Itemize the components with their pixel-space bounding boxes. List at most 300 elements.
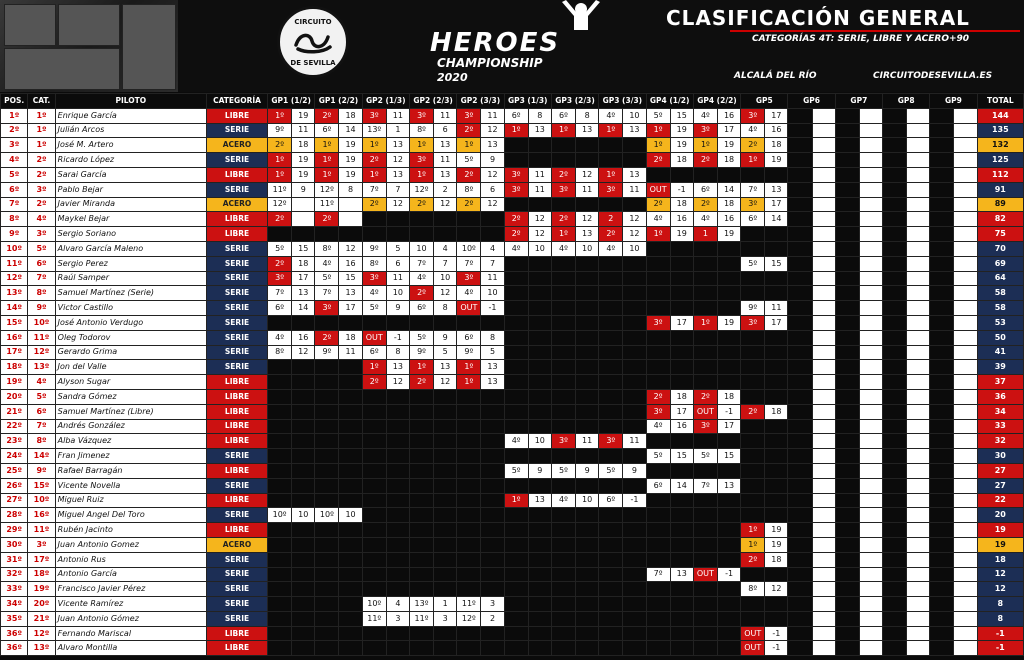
- empty-result-cell: [835, 478, 859, 493]
- race-position-cell: 2: [599, 212, 623, 227]
- empty-result-cell: [576, 611, 599, 626]
- empty-result-cell: [954, 493, 977, 508]
- empty-result-cell: [292, 582, 315, 597]
- table-row: [1, 493, 1024, 508]
- total-points-cell: 50: [977, 330, 1023, 345]
- race-position-cell: 10º: [362, 597, 386, 612]
- pilot-name-cell: Ricardo López: [55, 153, 206, 168]
- race-position-cell: 7º: [646, 567, 670, 582]
- category-badge: SERIE: [207, 478, 268, 493]
- empty-result-cell: [670, 256, 693, 271]
- race-points-cell: 16: [292, 330, 315, 345]
- empty-result-cell: [859, 419, 882, 434]
- empty-result-cell: [339, 360, 362, 375]
- category-position-cell: 6º: [28, 404, 55, 419]
- race-position-cell: 3º: [551, 434, 575, 449]
- empty-result-cell: [954, 153, 977, 168]
- empty-result-cell: [409, 463, 433, 478]
- race-points-cell: 15: [717, 449, 740, 464]
- empty-result-cell: [883, 345, 907, 360]
- race-position-cell: 1º: [409, 167, 433, 182]
- empty-result-cell: [599, 567, 623, 582]
- race-points-cell: 13: [717, 478, 740, 493]
- race-position-cell: 2º: [693, 197, 717, 212]
- empty-result-cell: [765, 567, 788, 582]
- race-points-cell: 14: [717, 182, 740, 197]
- empty-result-cell: [551, 375, 575, 390]
- race-points-cell: 6: [386, 256, 409, 271]
- empty-result-cell: [599, 582, 623, 597]
- empty-result-cell: [528, 345, 551, 360]
- empty-result-cell: [386, 493, 409, 508]
- race-position-cell: 3º: [693, 123, 717, 138]
- race-points-cell: 8: [386, 345, 409, 360]
- category-badge: ACERO: [207, 537, 268, 552]
- empty-result-cell: [646, 537, 670, 552]
- empty-result-cell: [670, 375, 693, 390]
- category-badge: SERIE: [207, 345, 268, 360]
- empty-result-cell: [386, 641, 409, 656]
- empty-result-cell: [504, 537, 528, 552]
- race-points-cell: 13: [576, 227, 599, 242]
- empty-result-cell: [528, 508, 551, 523]
- empty-result-cell: [717, 508, 740, 523]
- empty-result-cell: [907, 626, 930, 641]
- empty-result-cell: [717, 256, 740, 271]
- empty-result-cell: [907, 582, 930, 597]
- total-points-cell: 12: [977, 567, 1023, 582]
- empty-result-cell: [504, 330, 528, 345]
- empty-result-cell: [409, 419, 433, 434]
- empty-result-cell: [268, 389, 292, 404]
- empty-result-cell: [409, 537, 433, 552]
- empty-result-cell: [765, 271, 788, 286]
- empty-result-cell: [741, 611, 765, 626]
- race-points-cell: 13: [481, 375, 504, 390]
- race-points-cell: 17: [765, 315, 788, 330]
- empty-result-cell: [599, 286, 623, 301]
- race-position-cell: OUT: [693, 404, 717, 419]
- race-position-cell: 1º: [693, 315, 717, 330]
- empty-result-cell: [292, 360, 315, 375]
- empty-result-cell: [339, 449, 362, 464]
- empty-result-cell: [954, 212, 977, 227]
- race-points-cell: 17: [765, 197, 788, 212]
- table-row: [1, 375, 1024, 390]
- column-header: GP1 (1/2): [268, 94, 315, 109]
- empty-result-cell: [339, 227, 362, 242]
- race-points-cell: 13: [386, 360, 409, 375]
- empty-result-cell: [457, 404, 481, 419]
- pilot-name-cell: Pablo Bejar: [55, 182, 206, 197]
- race-points-cell: 19: [717, 315, 740, 330]
- empty-result-cell: [670, 597, 693, 612]
- empty-result-cell: [339, 523, 362, 538]
- table-row: [1, 611, 1024, 626]
- race-points-cell: 18: [765, 138, 788, 153]
- pilot-name-cell: Fernando Mariscal: [55, 626, 206, 641]
- empty-result-cell: [907, 537, 930, 552]
- position-cell: 36º: [1, 641, 28, 656]
- empty-result-cell: [457, 508, 481, 523]
- race-position-cell: 6º: [504, 108, 528, 123]
- empty-result-cell: [504, 345, 528, 360]
- race-points-cell: 12: [528, 227, 551, 242]
- empty-result-cell: [765, 286, 788, 301]
- empty-result-cell: [930, 611, 954, 626]
- empty-result-cell: [859, 182, 882, 197]
- empty-result-cell: [599, 552, 623, 567]
- race-position-cell: 4º: [693, 108, 717, 123]
- empty-result-cell: [339, 463, 362, 478]
- empty-result-cell: [528, 582, 551, 597]
- pilot-name-cell: Sandra Gómez: [55, 389, 206, 404]
- empty-result-cell: [268, 449, 292, 464]
- empty-result-cell: [883, 167, 907, 182]
- empty-result-cell: [268, 375, 292, 390]
- race-position-cell: 3º: [646, 315, 670, 330]
- empty-result-cell: [693, 597, 717, 612]
- empty-result-cell: [623, 641, 646, 656]
- table-row: [1, 315, 1024, 330]
- race-position-cell: 10º: [268, 508, 292, 523]
- empty-result-cell: [623, 301, 646, 316]
- empty-result-cell: [670, 582, 693, 597]
- race-points-cell: 10: [576, 241, 599, 256]
- empty-result-cell: [434, 523, 457, 538]
- race-position-cell: 3º: [315, 301, 339, 316]
- race-points-cell: 12: [434, 375, 457, 390]
- category-position-cell: 7º: [28, 419, 55, 434]
- empty-result-cell: [504, 611, 528, 626]
- pilot-name-cell: Rafael Barragán: [55, 463, 206, 478]
- position-cell: 11º: [1, 256, 28, 271]
- empty-result-cell: [646, 301, 670, 316]
- race-position-cell: 4º: [268, 330, 292, 345]
- empty-result-cell: [599, 508, 623, 523]
- empty-result-cell: [551, 641, 575, 656]
- empty-result-cell: [859, 301, 882, 316]
- race-points-cell: 18: [339, 108, 362, 123]
- empty-result-cell: [528, 286, 551, 301]
- empty-result-cell: [693, 301, 717, 316]
- empty-result-cell: [883, 626, 907, 641]
- race-position-cell: 12º: [457, 611, 481, 626]
- empty-result-cell: [954, 641, 977, 656]
- empty-result-cell: [457, 389, 481, 404]
- empty-result-cell: [930, 345, 954, 360]
- race-points-cell: 11: [528, 182, 551, 197]
- race-points-cell: 5: [386, 241, 409, 256]
- empty-result-cell: [883, 315, 907, 330]
- empty-result-cell: [930, 167, 954, 182]
- race-position-cell: 2º: [268, 256, 292, 271]
- position-cell: 14º: [1, 301, 28, 316]
- table-row: [1, 345, 1024, 360]
- empty-result-cell: [386, 552, 409, 567]
- race-position-cell: 10º: [457, 241, 481, 256]
- column-header: GP7: [835, 94, 882, 109]
- empty-result-cell: [741, 375, 765, 390]
- table-row: [1, 582, 1024, 597]
- empty-result-cell: [788, 256, 812, 271]
- empty-result-cell: [434, 582, 457, 597]
- empty-result-cell: [883, 389, 907, 404]
- empty-result-cell: [504, 508, 528, 523]
- empty-result-cell: [386, 227, 409, 242]
- race-points-cell: 11: [386, 271, 409, 286]
- empty-result-cell: [268, 227, 292, 242]
- empty-result-cell: [835, 315, 859, 330]
- empty-result-cell: [504, 138, 528, 153]
- race-position-cell: 4º: [315, 256, 339, 271]
- empty-result-cell: [481, 626, 504, 641]
- empty-result-cell: [576, 271, 599, 286]
- empty-result-cell: [835, 138, 859, 153]
- empty-result-cell: [859, 611, 882, 626]
- empty-result-cell: [504, 404, 528, 419]
- empty-result-cell: [717, 552, 740, 567]
- category-position-cell: 11º: [28, 523, 55, 538]
- empty-result-cell: [859, 360, 882, 375]
- empty-result-cell: [551, 582, 575, 597]
- race-position-cell: 1º: [457, 360, 481, 375]
- empty-result-cell: [292, 478, 315, 493]
- empty-result-cell: [954, 389, 977, 404]
- empty-result-cell: [528, 611, 551, 626]
- race-points-cell: [292, 212, 315, 227]
- column-header: GP4 (1/2): [646, 94, 693, 109]
- empty-result-cell: [528, 478, 551, 493]
- empty-result-cell: [315, 478, 339, 493]
- category-badge: SERIE: [207, 153, 268, 168]
- race-position-cell: 4º: [551, 493, 575, 508]
- empty-result-cell: [646, 597, 670, 612]
- empty-result-cell: [339, 582, 362, 597]
- empty-result-cell: [670, 463, 693, 478]
- empty-result-cell: [907, 434, 930, 449]
- empty-result-cell: [954, 182, 977, 197]
- category-position-cell: 9º: [28, 463, 55, 478]
- empty-result-cell: [504, 197, 528, 212]
- empty-result-cell: [835, 360, 859, 375]
- empty-result-cell: [504, 315, 528, 330]
- empty-result-cell: [788, 523, 812, 538]
- race-position-cell: 4º: [504, 241, 528, 256]
- empty-result-cell: [599, 138, 623, 153]
- total-points-cell: 37: [977, 375, 1023, 390]
- total-points-cell: 58: [977, 286, 1023, 301]
- race-position-cell: 8º: [362, 256, 386, 271]
- race-position-cell: 2º: [646, 153, 670, 168]
- category-position-cell: 7º: [28, 271, 55, 286]
- empty-result-cell: [646, 375, 670, 390]
- empty-result-cell: [292, 227, 315, 242]
- empty-result-cell: [859, 108, 882, 123]
- empty-result-cell: [693, 611, 717, 626]
- race-points-cell: 13: [481, 360, 504, 375]
- race-position-cell: 3º: [504, 167, 528, 182]
- race-position-cell: 7º: [457, 256, 481, 271]
- empty-result-cell: [268, 493, 292, 508]
- category-badge: LIBRE: [207, 389, 268, 404]
- empty-result-cell: [907, 493, 930, 508]
- empty-result-cell: [623, 315, 646, 330]
- empty-result-cell: [528, 404, 551, 419]
- pilot-name-cell: Victor Castillo: [55, 301, 206, 316]
- empty-result-cell: [551, 286, 575, 301]
- empty-result-cell: [812, 404, 835, 419]
- empty-result-cell: [788, 153, 812, 168]
- empty-result-cell: [812, 493, 835, 508]
- empty-result-cell: [930, 463, 954, 478]
- empty-result-cell: [788, 493, 812, 508]
- empty-result-cell: [386, 404, 409, 419]
- position-cell: 19º: [1, 375, 28, 390]
- year-label: 2020: [437, 71, 468, 84]
- empty-result-cell: [339, 537, 362, 552]
- race-position-cell: 1º: [315, 153, 339, 168]
- empty-result-cell: [551, 626, 575, 641]
- race-points-cell: 18: [717, 197, 740, 212]
- empty-result-cell: [646, 493, 670, 508]
- empty-result-cell: [859, 404, 882, 419]
- race-position-cell: 11º: [362, 611, 386, 626]
- empty-result-cell: [930, 301, 954, 316]
- empty-result-cell: [883, 611, 907, 626]
- empty-result-cell: [859, 315, 882, 330]
- empty-result-cell: [812, 227, 835, 242]
- empty-result-cell: [859, 434, 882, 449]
- empty-result-cell: [788, 167, 812, 182]
- total-points-cell: 70: [977, 241, 1023, 256]
- race-points-cell: 11: [434, 153, 457, 168]
- race-position-cell: OUT: [693, 567, 717, 582]
- race-points-cell: 9: [576, 463, 599, 478]
- race-points-cell: 17: [717, 123, 740, 138]
- empty-result-cell: [386, 212, 409, 227]
- empty-result-cell: [386, 434, 409, 449]
- empty-result-cell: [434, 478, 457, 493]
- race-position-cell: 4º: [646, 212, 670, 227]
- race-points-cell: 19: [339, 153, 362, 168]
- empty-result-cell: [481, 537, 504, 552]
- empty-result-cell: [362, 552, 386, 567]
- empty-result-cell: [362, 523, 386, 538]
- empty-result-cell: [315, 419, 339, 434]
- race-position-cell: 8º: [268, 345, 292, 360]
- race-points-cell: 11: [576, 434, 599, 449]
- empty-result-cell: [883, 197, 907, 212]
- empty-result-cell: [457, 641, 481, 656]
- empty-result-cell: [599, 641, 623, 656]
- empty-result-cell: [930, 256, 954, 271]
- empty-result-cell: [315, 641, 339, 656]
- race-position-cell: 9º: [457, 345, 481, 360]
- empty-result-cell: [576, 197, 599, 212]
- empty-result-cell: [930, 449, 954, 464]
- empty-result-cell: [717, 301, 740, 316]
- race-points-cell: 11: [292, 123, 315, 138]
- empty-result-cell: [741, 419, 765, 434]
- empty-result-cell: [576, 537, 599, 552]
- empty-result-cell: [292, 449, 315, 464]
- empty-result-cell: [551, 449, 575, 464]
- table-row: [1, 108, 1024, 123]
- position-cell: 17º: [1, 345, 28, 360]
- empty-result-cell: [599, 197, 623, 212]
- empty-result-cell: [339, 493, 362, 508]
- empty-result-cell: [528, 271, 551, 286]
- category-position-cell: 5º: [28, 389, 55, 404]
- empty-result-cell: [457, 552, 481, 567]
- empty-result-cell: [409, 227, 433, 242]
- empty-result-cell: [551, 271, 575, 286]
- position-cell: 34º: [1, 597, 28, 612]
- page-title: CLASIFICACIÓN GENERAL: [666, 6, 970, 30]
- empty-result-cell: [835, 108, 859, 123]
- category-badge: LIBRE: [207, 212, 268, 227]
- empty-result-cell: [859, 449, 882, 464]
- category-position-cell: 10º: [28, 315, 55, 330]
- race-points-cell: 13: [528, 493, 551, 508]
- empty-result-cell: [434, 212, 457, 227]
- race-position-cell: 1º: [741, 537, 765, 552]
- position-cell: 7º: [1, 197, 28, 212]
- empty-result-cell: [883, 212, 907, 227]
- column-header: GP6: [788, 94, 835, 109]
- race-position-cell: 1º: [315, 138, 339, 153]
- empty-result-cell: [292, 315, 315, 330]
- race-points-cell: 12: [481, 167, 504, 182]
- empty-result-cell: [646, 523, 670, 538]
- pilot-name-cell: Enrique García: [55, 108, 206, 123]
- empty-result-cell: [859, 197, 882, 212]
- race-position-cell: 3º: [268, 271, 292, 286]
- race-position-cell: 6º: [693, 182, 717, 197]
- empty-result-cell: [717, 271, 740, 286]
- empty-result-cell: [292, 404, 315, 419]
- race-points-cell: 15: [765, 256, 788, 271]
- empty-result-cell: [362, 493, 386, 508]
- empty-result-cell: [859, 493, 882, 508]
- empty-result-cell: [315, 597, 339, 612]
- empty-result-cell: [409, 404, 433, 419]
- empty-result-cell: [623, 523, 646, 538]
- empty-result-cell: [883, 404, 907, 419]
- empty-result-cell: [409, 212, 433, 227]
- category-badge: SERIE: [207, 449, 268, 464]
- race-position-cell: 5º: [646, 449, 670, 464]
- empty-result-cell: [457, 449, 481, 464]
- empty-result-cell: [339, 597, 362, 612]
- empty-result-cell: [741, 478, 765, 493]
- race-position-cell: 2º: [551, 167, 575, 182]
- empty-result-cell: [693, 271, 717, 286]
- race-position-cell: 1º: [457, 138, 481, 153]
- empty-result-cell: [362, 212, 386, 227]
- empty-result-cell: [268, 611, 292, 626]
- race-position-cell: 2º: [315, 212, 339, 227]
- total-points-cell: 8: [977, 597, 1023, 612]
- empty-result-cell: [859, 626, 882, 641]
- race-position-cell: 2º: [409, 286, 433, 301]
- category-position-cell: 16º: [28, 508, 55, 523]
- race-points-cell: 19: [765, 537, 788, 552]
- empty-result-cell: [717, 493, 740, 508]
- empty-result-cell: [835, 256, 859, 271]
- empty-result-cell: [835, 301, 859, 316]
